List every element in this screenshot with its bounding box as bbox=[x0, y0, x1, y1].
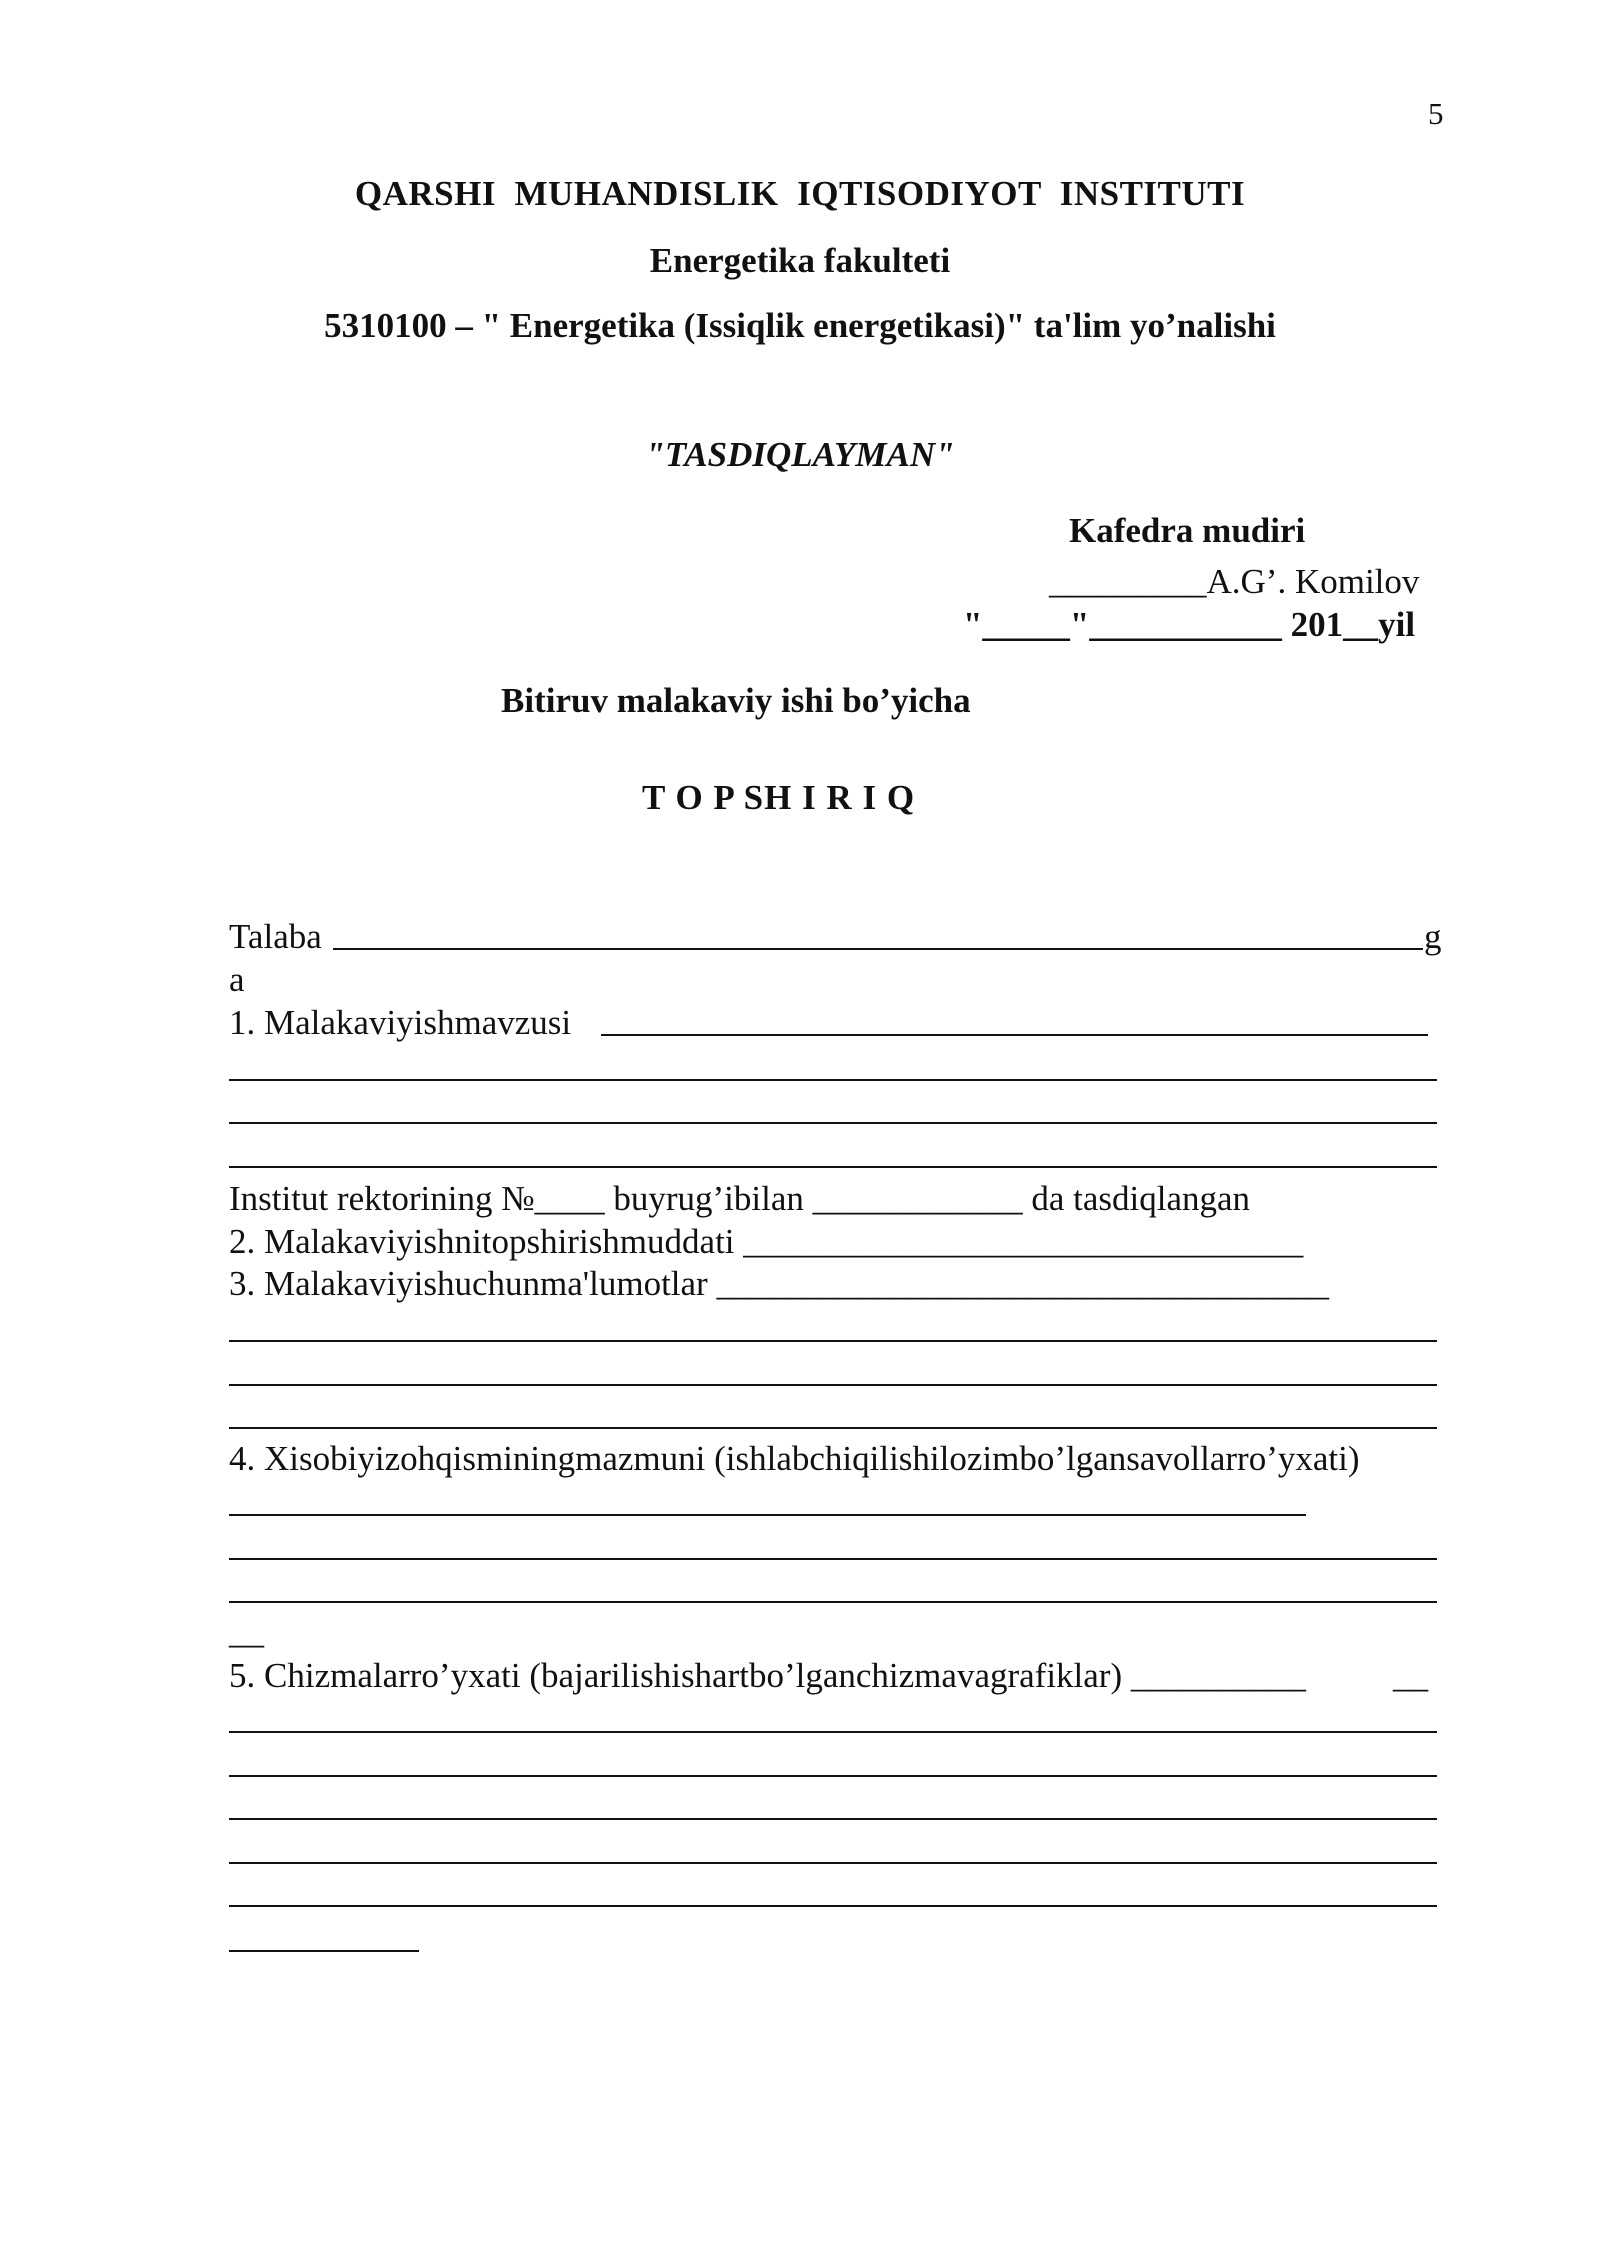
report-blank-line-1 bbox=[229, 1514, 1306, 1516]
report-blank-line-2 bbox=[229, 1558, 1437, 1560]
document-subtitle: Bitiruv malakaviy ishi bo’yicha bbox=[501, 681, 971, 720]
topic-blank-line-3 bbox=[229, 1122, 1437, 1124]
drawings-blank-line-1 bbox=[229, 1731, 1437, 1733]
drawings-tail-dash: __ bbox=[1393, 1656, 1428, 1695]
drawings-blank-line-4 bbox=[229, 1862, 1437, 1864]
drawings-blank-line-2 bbox=[229, 1775, 1437, 1777]
drawings-blank-line-6 bbox=[229, 1950, 419, 1952]
student-label: Talaba bbox=[229, 917, 322, 956]
page-number: 5 bbox=[1428, 96, 1444, 131]
approval-date-line: "_____"___________ 201__yil bbox=[963, 605, 1416, 644]
data-blank-line-1 bbox=[229, 1340, 1437, 1342]
institute-name: QARSHI MUHANDISLIK IQTISODIYOT INSTITUTI bbox=[354, 174, 1246, 213]
item-3-initial-data: 3. Malakaviyishuchunma'lumotlar ___________________________________ bbox=[229, 1264, 1329, 1303]
student-line-wrap-a: a bbox=[229, 960, 245, 999]
document-title: T O P SH I R I Q bbox=[642, 778, 916, 817]
item-2-deadline: 2. Malakaviyishnitopshirishmuddati ________________________________ bbox=[229, 1222, 1304, 1261]
topic-blank-line-2 bbox=[229, 1079, 1437, 1081]
item-4-report-content: 4. Xisobiyizohqisminingmazmuni (ishlabchiqilishilozimbo’lgansavollarro’yxati) bbox=[229, 1439, 1360, 1478]
report-short-dash: __ bbox=[229, 1612, 264, 1651]
student-blank-line bbox=[333, 948, 1423, 950]
approver-position: Kafedra mudiri bbox=[1069, 511, 1306, 550]
data-blank-line-2 bbox=[229, 1384, 1437, 1386]
student-line-end-g: g bbox=[1424, 917, 1442, 956]
report-blank-line-3 bbox=[229, 1601, 1437, 1603]
study-direction: 5310100 – " Energetika (Issiqlik energetikasi)" ta'lim yo’nalishi bbox=[324, 306, 1276, 345]
rector-order-line: Institut rektorining №____ buyrug’ibilan ____________ da tasdiqlangan bbox=[229, 1179, 1251, 1218]
drawings-blank-line-3 bbox=[229, 1818, 1437, 1820]
drawings-blank-line-5 bbox=[229, 1905, 1437, 1907]
topic-blank-line bbox=[601, 1034, 1428, 1036]
signature-line: _________A.G’. Komilov bbox=[1049, 562, 1420, 601]
data-blank-line-3 bbox=[229, 1427, 1437, 1429]
faculty-name: Energetika fakulteti bbox=[649, 241, 951, 280]
item-5-drawings: 5. Chizmalarro’yxati (bajarilishishartbo’lganchizmavagrafiklar) __________ bbox=[229, 1656, 1306, 1695]
topic-blank-line-4 bbox=[229, 1166, 1437, 1168]
item-1-topic-label: 1. Malakaviyishmavzusi bbox=[229, 1003, 572, 1042]
approval-title: "TASDIQLAYMAN" bbox=[645, 435, 955, 474]
